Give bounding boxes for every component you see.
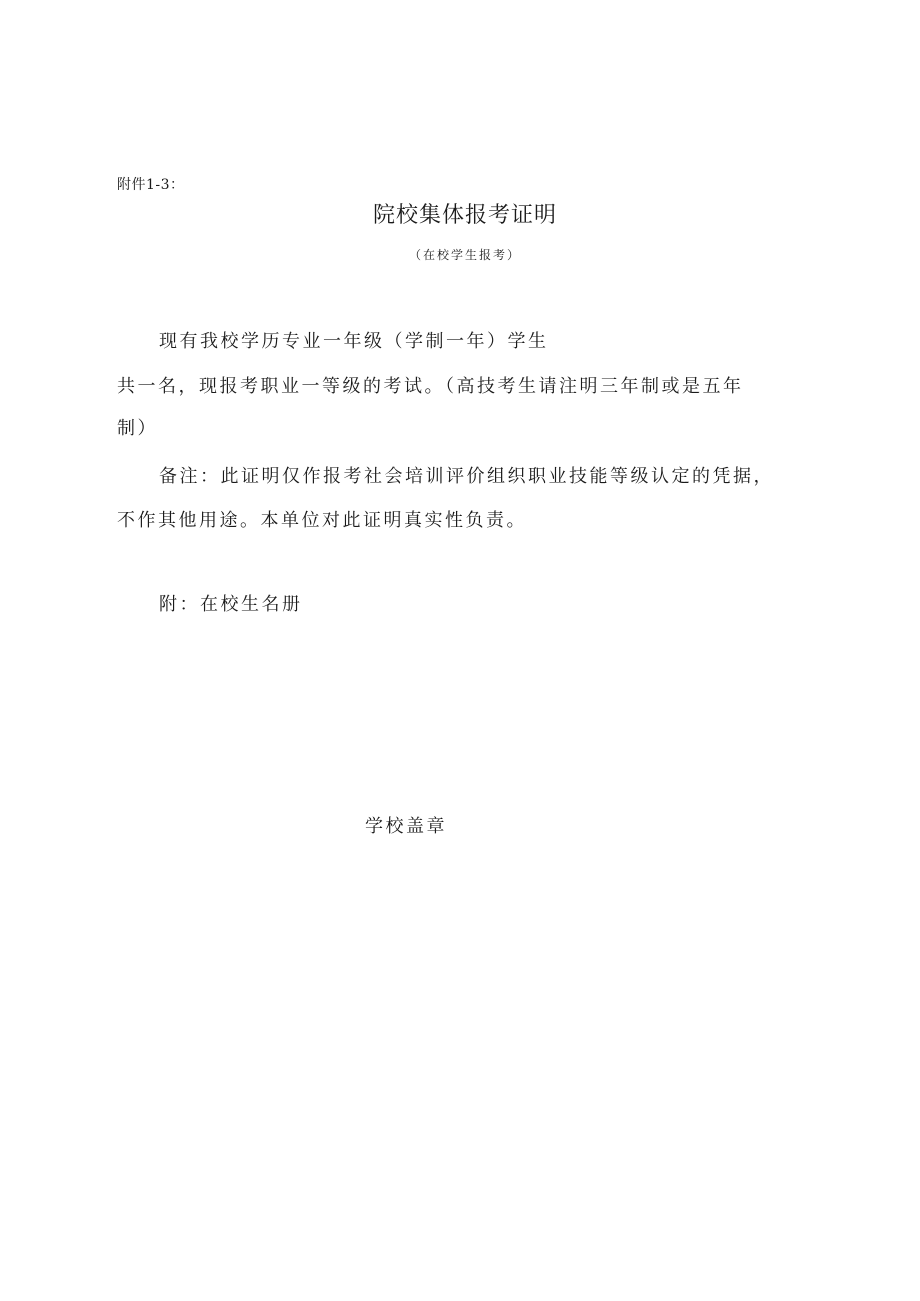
- note-line-1: 备注：此证明仅作报考社会培训评价组织职业技能等级认定的凭据，: [159, 466, 774, 487]
- school-seal-label: 学校盖章: [365, 816, 447, 837]
- body-paragraph-line-1: 现有我校学历专业一年级（学制一年）学生: [159, 331, 549, 352]
- body-paragraph-line-3: 制）: [117, 418, 158, 439]
- note-line-2: 不作其他用途。本单位对此证明真实性负责。: [117, 510, 527, 531]
- document-subtitle: （在校学生报考）: [408, 248, 521, 262]
- attachment-label: 附件1-3：: [117, 177, 185, 193]
- appendix-line: 附：在校生名册: [159, 594, 303, 615]
- document-title: 院校集体报考证明: [372, 203, 557, 228]
- body-paragraph-line-2: 共一名，现报考职业一等级的考试。（高技考生请注明三年制或是五年: [117, 376, 744, 397]
